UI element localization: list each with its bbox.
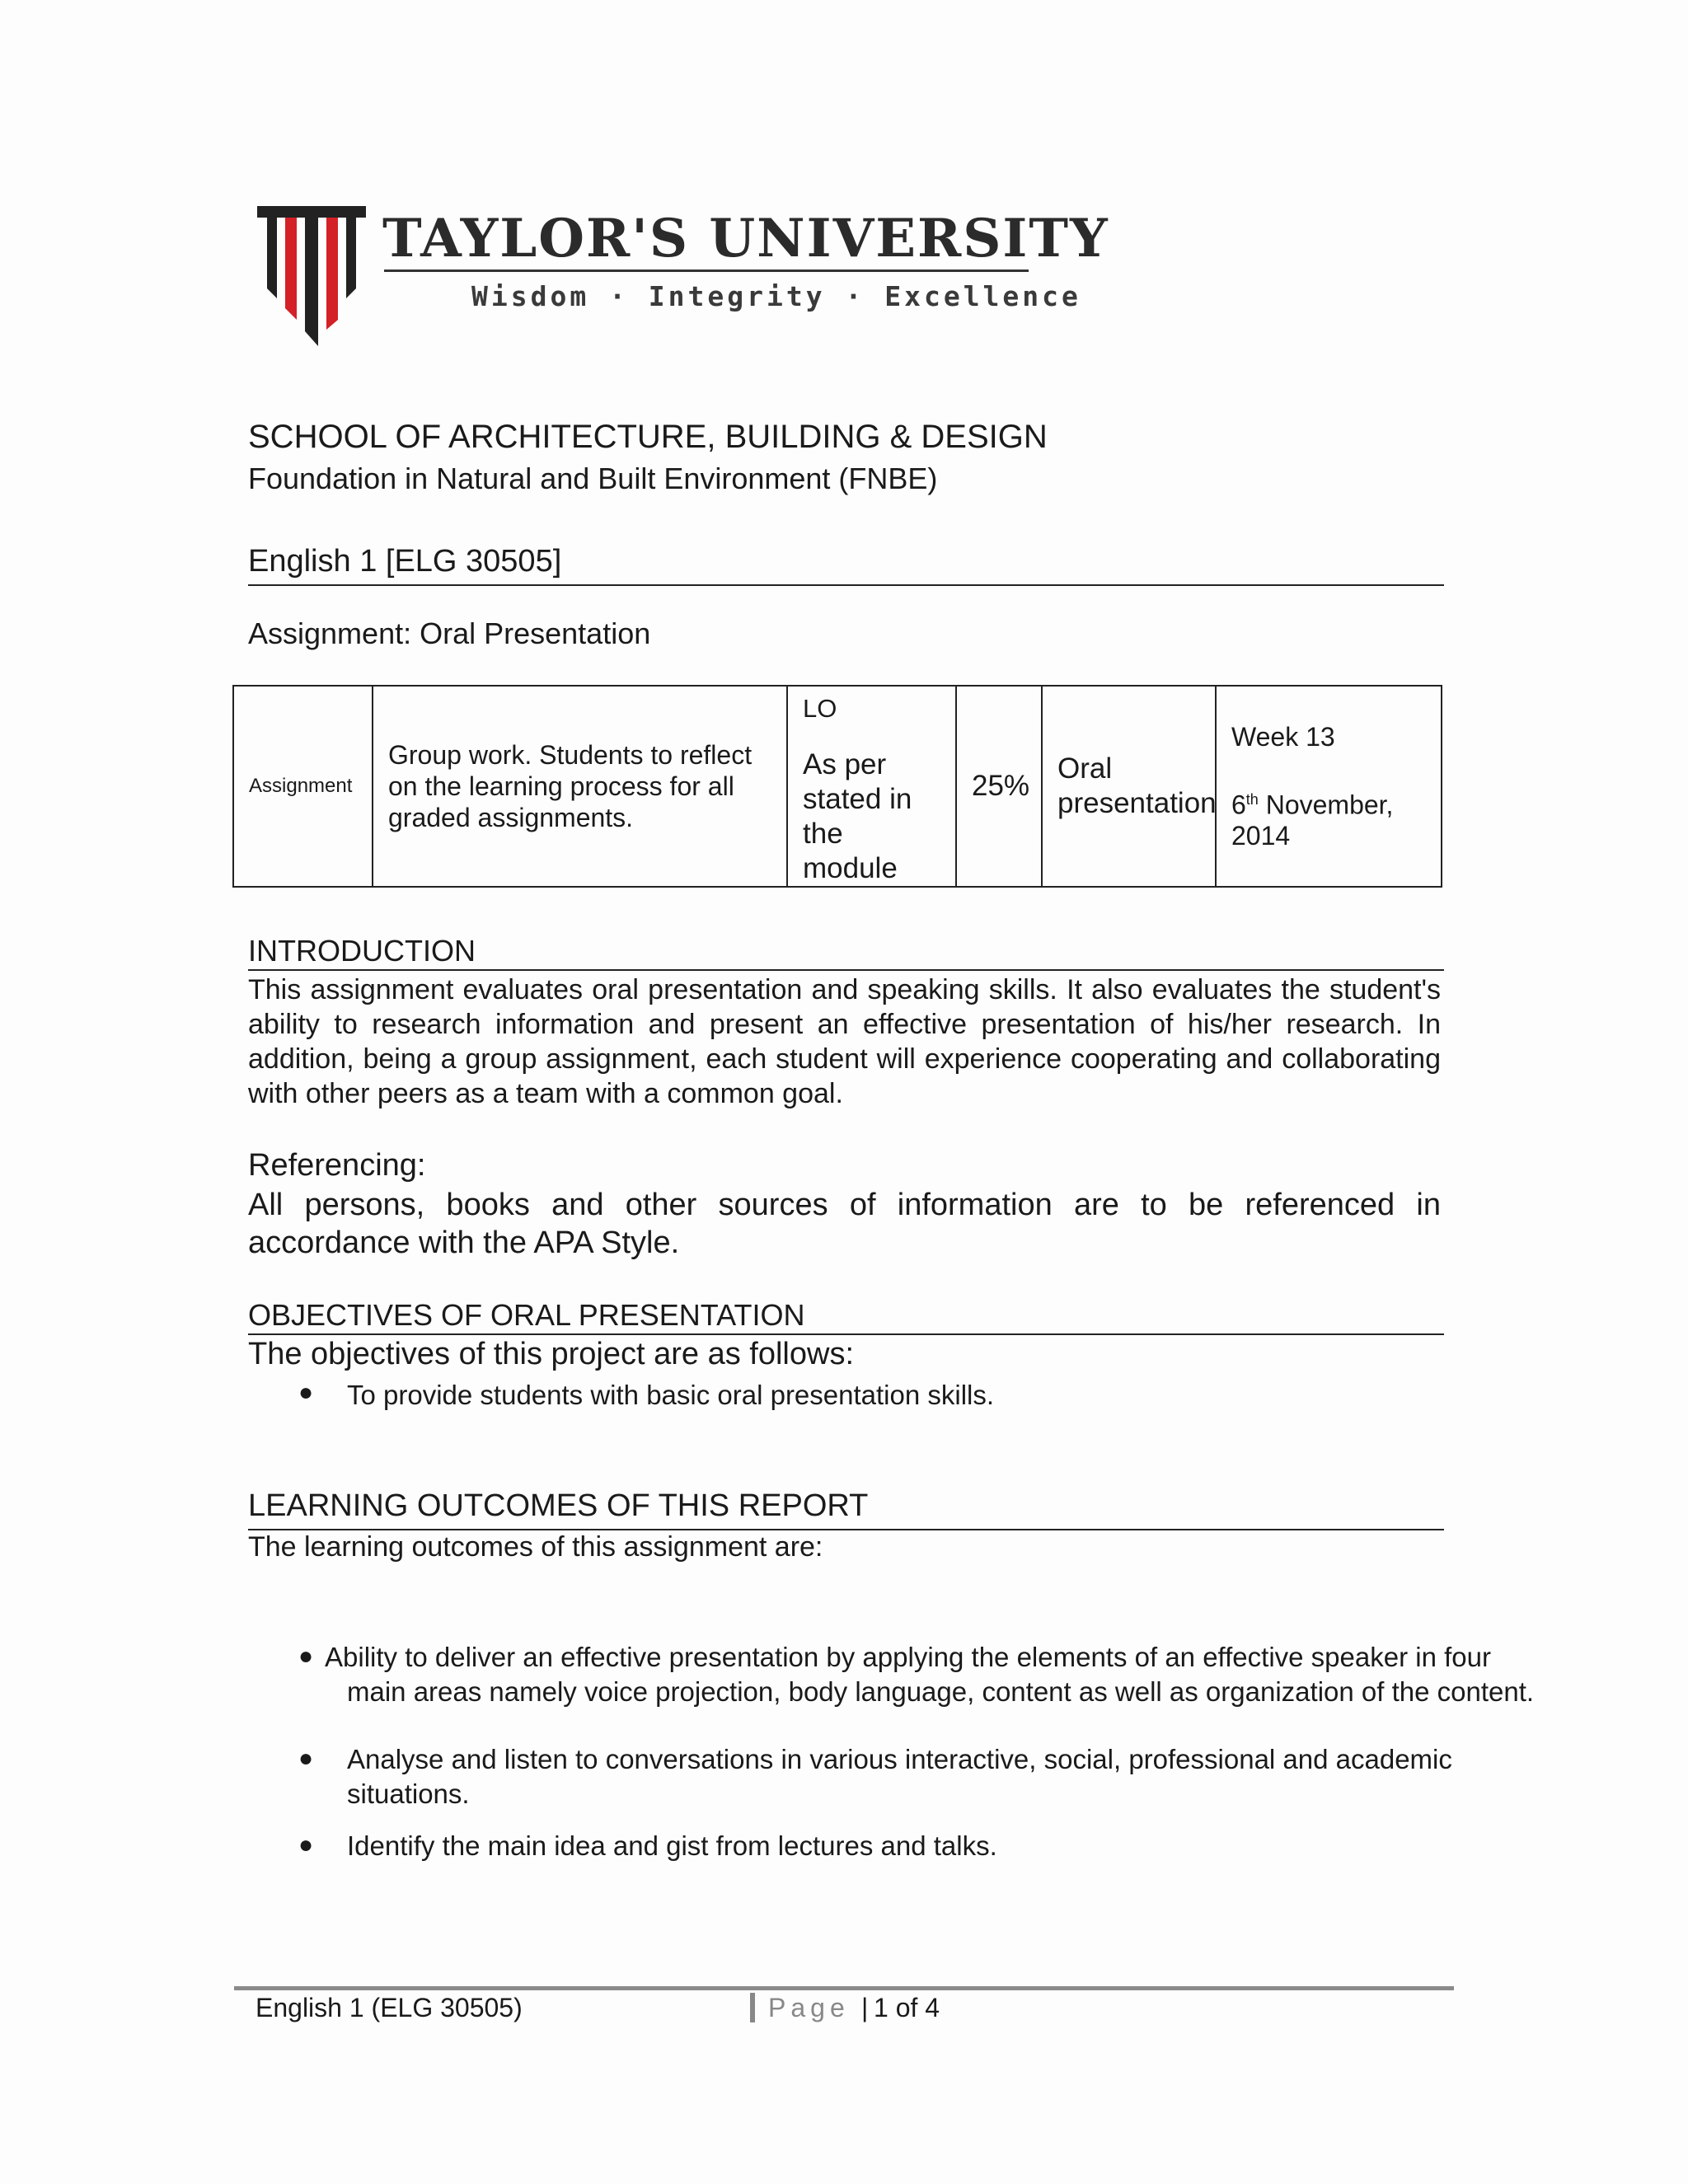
- outcomes-intro: The learning outcomes of this assignment are:: [248, 1531, 823, 1563]
- outcome-item: Analyse and listen to conversations in various interactive, social, professional and academic: [347, 1744, 1452, 1774]
- referencing-body: All persons, books and other sources of information are to be referenced in accordance with the APA Style.: [248, 1188, 1441, 1260]
- assessment-weight: 25%: [956, 686, 1042, 887]
- outcomes-divider: [248, 1529, 1444, 1530]
- table-row: [233, 686, 1442, 887]
- bullet-icon: ●: [298, 1643, 314, 1670]
- due-week: Week 13: [1231, 721, 1335, 752]
- due-date-cell: [1216, 686, 1442, 887]
- due-date: [1231, 784, 1426, 852]
- university-crest-icon: [257, 206, 366, 346]
- course-title: English 1 [ELG 30505]: [248, 544, 562, 579]
- outcome-item: Ability to deliver an effective presentation by applying the elements of an effective speaker in four: [325, 1642, 1491, 1672]
- school-name: SCHOOL OF ARCHITECTURE, BUILDING & DESIGN: [248, 419, 1048, 455]
- bullet-icon: ●: [298, 1831, 314, 1858]
- assessment-type: Assignment: [233, 686, 373, 887]
- logo-divider: [384, 269, 1029, 272]
- lo-value: As per stated in the module: [803, 748, 912, 884]
- objectives-heading: OBJECTIVES OF ORAL PRESENTATION: [248, 1298, 805, 1332]
- objectives-divider: [248, 1333, 1444, 1335]
- due-date-month-year: November, 2014: [1231, 790, 1394, 851]
- objectives-intro: The objectives of this project are as follows:: [248, 1337, 855, 1371]
- assessment-table: [232, 685, 1442, 888]
- course-divider: [248, 584, 1444, 586]
- footer-page-number: 1 of 4: [874, 1993, 940, 2022]
- outcomes-heading: LEARNING OUTCOMES OF THIS REPORT: [248, 1488, 869, 1523]
- university-tagline: Wisdom · Integrity · Excellence: [471, 280, 1081, 312]
- due-date-suffix: th: [1245, 790, 1259, 808]
- university-logo: [257, 206, 1109, 350]
- assessment-description: Group work. Students to reflect on the learning process for all graded assignments.: [373, 686, 787, 887]
- outcome-item-continued: main areas namely voice projection, body language, content as well as organization of the content.: [347, 1676, 1535, 1707]
- assessment-mode: Oral presentation: [1042, 686, 1216, 887]
- learning-outcome-cell: [787, 686, 956, 887]
- introduction-divider: [248, 969, 1444, 971]
- objective-item: To provide students with basic oral presentation skills.: [347, 1380, 995, 1410]
- footer-divider: [234, 1986, 1454, 1990]
- footer-separator: |: [861, 1993, 869, 2022]
- due-date-day: 6: [1231, 790, 1246, 820]
- introduction-heading: INTRODUCTION: [248, 934, 476, 968]
- university-name: TAYLOR'S UNIVERSITY: [382, 208, 1109, 269]
- bullet-icon: ●: [298, 1379, 314, 1406]
- lo-label: LO: [803, 694, 837, 723]
- introduction-body: This assignment evaluates oral presentation and speaking skills. It also evaluates the student's ability to research information and present an effective presentation of his/her research. In addition, being a group assignment, each student will experience cooperating and collaborating with other peers as a team with a common goal.: [248, 974, 1441, 1109]
- outcome-item: Identify the main idea and gist from lectures and talks.: [347, 1830, 997, 1861]
- referencing-heading: Referencing:: [248, 1148, 426, 1183]
- assignment-title: Assignment: Oral Presentation: [248, 616, 651, 650]
- footer-page-label: Page: [768, 1993, 850, 2022]
- outcome-item-continued: situations.: [347, 1779, 470, 1809]
- bullet-icon: ●: [298, 1745, 314, 1772]
- program-name: Foundation in Natural and Built Environment (FNBE): [248, 462, 938, 495]
- footer-course: English 1 (ELG 30505): [256, 1993, 523, 2022]
- footer-marker: [750, 1993, 755, 2022]
